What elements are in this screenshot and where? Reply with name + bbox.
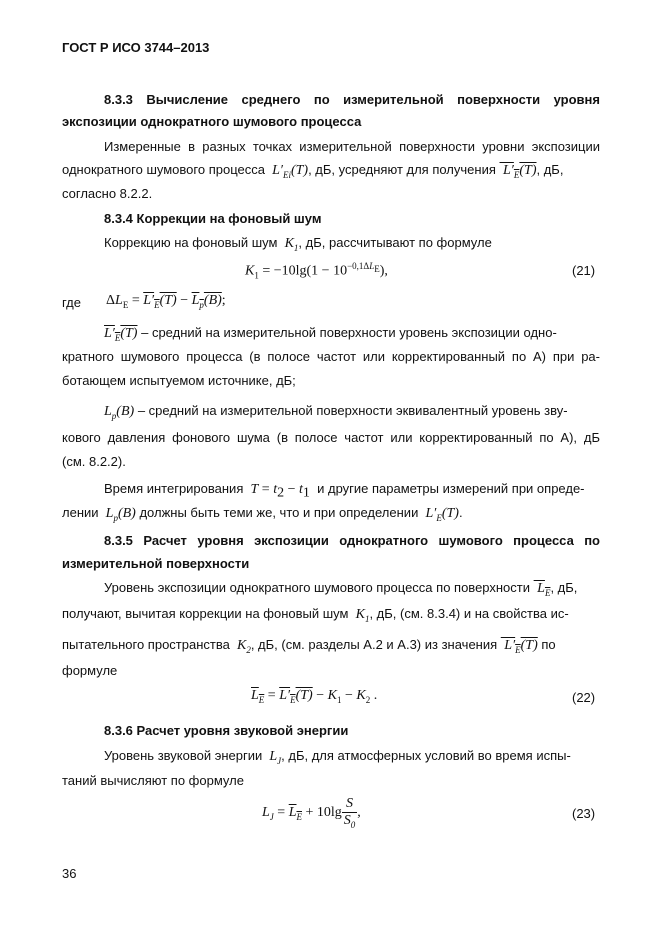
formula-Lp-B-2: $L_p(B)$	[102, 506, 136, 523]
equation-23: $L_J = L_E + 10\lg$ $\frac{S}{S_0}$ ,	[262, 796, 361, 830]
formula-LE-mean: $L'_E(T)$	[499, 163, 537, 180]
delta-LE-definition: $\Delta L_E = L'_E(T) - L_p(B)$;	[106, 293, 226, 310]
section-8-3-5-heading-line1: 8.3.5 Расчет уровня экспозиции однократного шумового процесса по	[104, 533, 600, 548]
para-835-line3	[62, 637, 556, 655]
where-label: где	[62, 295, 81, 310]
def2-line2: кового давления фонового шума (в полосе частот или корректированный по А), дБ	[62, 430, 600, 445]
para-834b-text-c: лении	[62, 505, 99, 520]
para-836-text-b: , дБ, для атмосферных условий во время испы-	[281, 748, 571, 763]
para-834b-text-b: и другие параметры измерений при опреде-	[317, 481, 585, 496]
def1-text: – средний на измерительной поверхности уровень экспозиции одно-	[141, 325, 557, 340]
para-834b-line2: лении $L_p(B)$ должны быть теми же, что и при определении $L'_E(T)$.	[62, 505, 463, 523]
para-836-line1	[104, 748, 571, 766]
para-834-text-b: , дБ, рассчитывают по формуле	[298, 235, 492, 250]
para-834b-text-a: Время интегрирования	[104, 481, 244, 496]
para-836-line2: таний вычисляют по формуле	[62, 773, 244, 788]
para-833-line2	[62, 162, 563, 180]
def2-text: – средний на измерительной поверхности эквивалентный уровень зву-	[137, 403, 568, 418]
para-834b-line1: Время интегрирования $T = t_2 - t_1$ и другие параметры измерений при опреде-	[104, 481, 585, 501]
section-8-3-4-heading: 8.3.4 Коррекции на фоновый шум	[104, 211, 322, 226]
formula-LE-mean-c: $L'_E(T)$	[500, 638, 538, 655]
equation-23-number: (23)	[572, 806, 596, 821]
def1-line1	[104, 325, 600, 343]
formula-Lp-B: $L_p(B)$	[104, 404, 135, 421]
formula-LEi: $L'_{Ei}(T)$	[268, 163, 309, 180]
para-834-text-a: Коррекцию на фоновый шум	[104, 235, 278, 250]
formula-K1: $K_1$	[281, 236, 299, 253]
para-835-text-a: Уровень экспозиции однократного шумового процесса по поверхности	[104, 580, 531, 595]
para-835-text-e: пытательного пространства	[62, 637, 230, 652]
para-835-text-c: получают, вычитая коррекции на фоновый шум	[62, 606, 349, 621]
para-833-line1: Измеренные в разных точках измерительной поверхности уровни экспозиции	[104, 139, 600, 154]
formula-K1-b: $K_1$	[352, 607, 370, 624]
equation-22: $L_E = L'_E(T) - K_1 - K_2$ .	[251, 688, 378, 705]
para-834-line1	[104, 235, 492, 253]
equation-21: $K_1 = -10\lg(1 - 10^{-0,1\Delta L_E})$,	[245, 261, 388, 281]
document-header: ГОСТ Р ИСО 3744–2013	[62, 40, 210, 55]
formula-LE-T: $L'_E(T)$	[421, 506, 459, 523]
formula-T: T	[247, 482, 259, 497]
para-835-line2	[62, 606, 569, 624]
para-835-text-b: , дБ,	[550, 580, 578, 595]
equation-22-number: (22)	[572, 690, 596, 705]
def1-line3: ботающем испытуемом источнике, дБ;	[62, 373, 296, 388]
para-836-text-a: Уровень звуковой энергии	[104, 748, 263, 763]
formula-LE-bar: $L_E$	[533, 581, 551, 598]
page-number: 36	[62, 866, 77, 881]
def1-line2: кратного шумового процесса (в полосе частот или корректированный по А) при ра-	[62, 349, 600, 364]
para-834b-text-d: должны быть теми же, что и при определении	[139, 505, 419, 520]
para-833-text-c: , дБ,	[536, 162, 564, 177]
section-8-3-5-heading-line2: измерительной поверхности	[62, 556, 250, 571]
equation-21-number: (21)	[572, 263, 596, 278]
formula-K2: $K_2$	[233, 638, 251, 655]
section-8-3-3-heading-line1: 8.3.3 Вычисление среднего по измерительной поверхности уровня	[104, 92, 600, 107]
def2-line3: (см. 8.2.2).	[62, 454, 126, 469]
section-8-3-3-heading-line2: экспозиции однократного шумового процесса	[62, 114, 362, 129]
formula-LE-mean-def: $L'_E(T)$	[104, 326, 138, 343]
para-835-text-f: , дБ, (см. разделы А.2 и А.3) из значения	[250, 637, 498, 652]
section-8-3-6-heading: 8.3.6 Расчет уровня звуковой энергии	[104, 723, 349, 738]
def2-line1	[104, 403, 568, 421]
para-835-line1	[104, 580, 577, 598]
para-835-text-g: по	[541, 637, 556, 652]
para-833-text-a: однократного шумового процесса	[62, 162, 265, 177]
para-835-line4: формуле	[62, 663, 118, 678]
formula-LJ: $L_J$	[265, 749, 282, 766]
para-835-text-d: , дБ, (см. 8.3.4) и на свойства ис-	[369, 606, 569, 621]
para-833-text-b: , дБ, усредняют для получения	[308, 162, 496, 177]
para-833-line3: согласно 8.2.2.	[62, 186, 153, 201]
